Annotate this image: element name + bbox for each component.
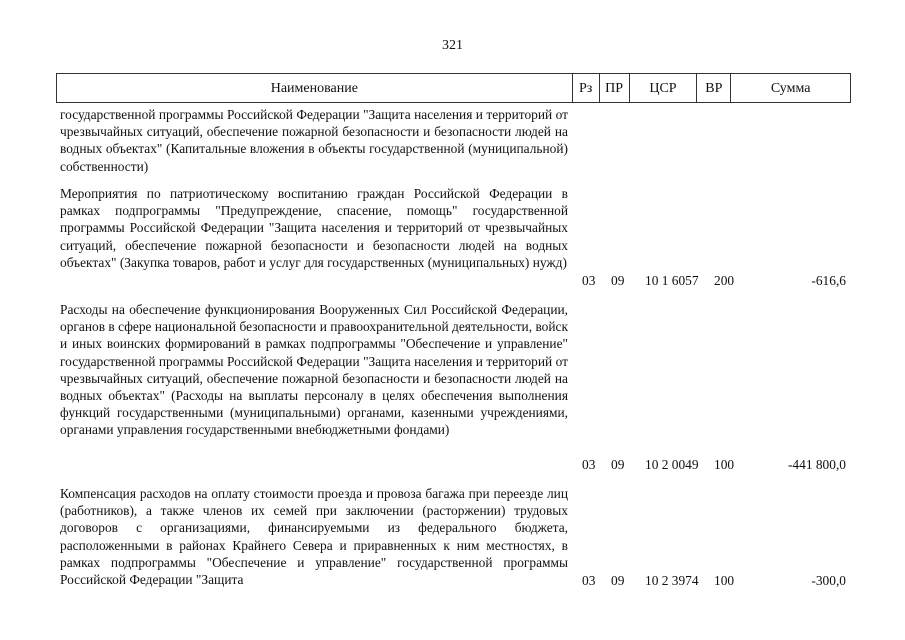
row-rz: 03 [582, 572, 596, 588]
row-description: Расходы на обеспечение функционирования Вооруженных Сил Российской Федерации, органов в сфере национальной безопасности и правоохранительной деятельности, войск и иных воинских формирований в рамках подпрограммы "Обеспечение и управление" государственной программы Российской Федерации "Защита населения и территорий от чрезвычайных ситуаций, обеспечение пожарной безопасности и безопасности людей на водных объектах" (Расходы на выплаты персоналу в целях обеспечения выполнения функций государственными (муниципальными) органами, казенными учреждениями, органами управления государственными внебюджетными фондами) [60, 302, 568, 438]
table-row [60, 485, 850, 589]
row-csr: 10 2 0049 [645, 456, 699, 472]
row-rz: 03 [582, 272, 596, 288]
table-row [60, 106, 850, 176]
column-header-csr: ЦСР [630, 74, 698, 102]
row-pr: 09 [611, 272, 625, 288]
column-header-vr: ВР [697, 74, 731, 102]
column-header-name: Наименование [57, 74, 573, 102]
page-number: 321 [442, 38, 463, 53]
row-vr: 100 [714, 456, 735, 472]
row-pr: 09 [611, 456, 625, 472]
row-sum: -616,6 [811, 272, 846, 288]
row-sum: -441 800,0 [787, 456, 846, 472]
row-csr: 10 1 6057 [645, 272, 699, 288]
table-header [56, 73, 851, 103]
row-rz: 03 [582, 456, 596, 472]
row-csr: 10 2 3974 [645, 572, 699, 588]
row-sum: -300,0 [811, 572, 846, 588]
row-description: государственной программы Российской Федерации "Защита населения и территорий от чрезвычайных ситуаций, обеспечение пожарной безопасности и безопасности людей на водных объектах" (Капитальные вложения в объекты государственной (муниципальной) собственности) [60, 107, 568, 174]
table-row [60, 185, 850, 289]
row-description: Компенсация расходов на оплату стоимости проезда и провоза багажа при переезде лиц (работников), а также членов их семей при заключении (расторжении) трудовых договоров с организациями, финансируемыми из федерального бюджета, расположенными в районах Крайнего Севера и приравненных к ним местностях, в рамках подпрограммы "Обеспечение и управление" государственной программы Российской Федерации "Защита [60, 486, 568, 588]
column-header-rz: Рз [573, 74, 600, 102]
column-header-pr: ПР [600, 74, 630, 102]
row-vr: 100 [714, 572, 735, 588]
row-description: Мероприятия по патриотическому воспитанию граждан Российской Федерации в рамках подпрограммы "Предупреждение, спасение, помощь" государственной программы Российской Федерации "Защита населения и территорий от чрезвычайных ситуаций, обеспечение пожарной безопасности и безопасности людей на водных объектах" (Закупка товаров, работ и услуг для государственных (муниципальных) нужд) [60, 186, 568, 270]
table-row [60, 301, 850, 473]
row-pr: 09 [611, 572, 625, 588]
row-vr: 200 [714, 272, 735, 288]
column-header-sum: Сумма [770, 81, 811, 96]
